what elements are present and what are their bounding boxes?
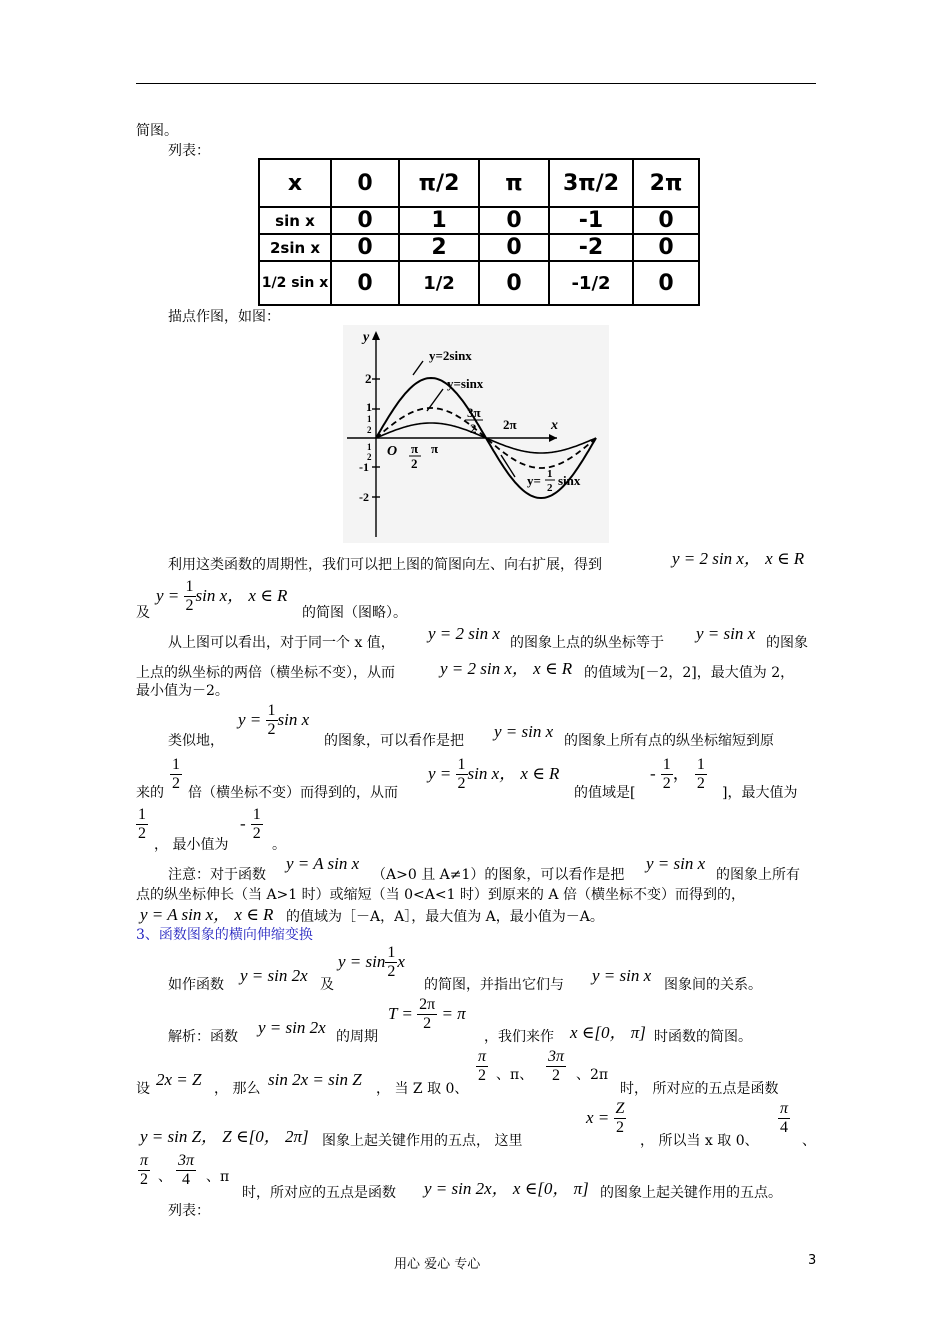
page-number: 3 (808, 1253, 817, 1268)
fraction-numerator: 1 (138, 806, 146, 823)
formula-text: = π (437, 1004, 466, 1023)
formula-sinx-2: y = sin x (494, 722, 554, 741)
formula-text: y = (428, 764, 456, 783)
y-tick-mhalf-den: 2 (367, 452, 372, 462)
table-cell: 0 (331, 207, 399, 234)
comma: ， (672, 764, 690, 783)
table-cell: 0 (479, 261, 549, 305)
table-row (259, 234, 699, 261)
fraction-numerator: π (780, 1100, 789, 1117)
formula-half-sinx-r-2 (428, 756, 559, 793)
fraction-denominator: 2 (138, 825, 146, 842)
fraction-numerator: 1 (185, 578, 194, 595)
fraction-numerator: 1 (267, 702, 276, 719)
fraction-min (240, 806, 263, 843)
axis-label-y: y (363, 330, 370, 345)
paragraph-example-b: 及 (320, 977, 334, 993)
table-row-label: sin x (259, 207, 331, 234)
formula-sin2x-2: y = sin 2x (258, 1018, 326, 1037)
fraction-denominator: 2 (172, 775, 180, 792)
table-cell: 1/2 (399, 261, 479, 305)
fraction (136, 806, 148, 843)
fraction-pi-over-2 (476, 1048, 488, 1085)
label-half-sinx-pre: y= (527, 473, 541, 488)
formula-2x-z: 2x = Z (156, 1070, 202, 1089)
paragraph-similar-d: 来的 (136, 785, 164, 801)
fraction-denominator: 2 (140, 1171, 148, 1188)
fraction (417, 996, 437, 1033)
formula-half-sinx-r (156, 578, 287, 615)
paragraph-analysis-a: 解析：函数 (168, 1029, 238, 1045)
label-half-sinx-den: 2 (547, 482, 553, 494)
fraction (170, 756, 182, 793)
paragraph-note-d: 点的纵坐标伸长（当 A>1 时）或缩短（当 0<A<1 时）到原来的 A 倍（横坐标不变）而得到的， (136, 887, 745, 903)
table-cell: 0 (479, 234, 549, 261)
formula-sinx: y = sin x (696, 624, 756, 643)
paragraph-similar-g: 的值域是[ (574, 785, 636, 801)
section-heading-3: 3、函数图象的横向伸缩变换 (136, 927, 313, 943)
y-tick-half-num: 1 (367, 414, 372, 424)
y-tick-mhalf-num: 1 (367, 442, 372, 452)
fraction-denominator: 2 (696, 775, 705, 792)
table-cell: 1 (399, 207, 479, 234)
fraction-denominator: 2 (252, 825, 261, 842)
paragraph-compare-c: 的图象 (766, 635, 808, 651)
table-header-cell: π (479, 159, 549, 207)
paragraph-similar-e: 倍（横坐标不变）而得到的，从而 (188, 785, 398, 801)
paragraph-analysis-c: ，我们来作 (484, 1029, 554, 1045)
table-row-label: 1/2 sin x (259, 261, 331, 305)
tick-pi-over-2-num: π (411, 441, 419, 456)
paragraph-similar-h: ]，最大值为 (722, 785, 798, 801)
fraction-numerator: 1 (696, 756, 705, 773)
table-cell: -2 (549, 234, 633, 261)
paragraph-key-b: ， 所以当 x 取 0、 (640, 1133, 759, 1149)
table-header-cell: x (259, 159, 331, 207)
fraction-denominator: 2 (185, 597, 194, 614)
fraction-max (136, 806, 148, 843)
minus-sign: - (650, 764, 656, 783)
paragraph-example-a: 如作函数 (168, 977, 224, 993)
formula-sin2x: y = sin 2x (240, 966, 308, 985)
fraction (138, 1152, 150, 1189)
fraction-numerator: π (140, 1152, 149, 1169)
table-cell: 0 (633, 207, 699, 234)
y-tick-label-2: 2 (365, 371, 372, 386)
formula-sinx-4: y = sin x (592, 966, 652, 985)
table-cell: 0 (479, 207, 549, 234)
fraction-denominator: 2 (423, 1015, 432, 1032)
fraction (661, 756, 673, 793)
fraction-numerator: 1 (172, 756, 180, 773)
paragraph-similar-a: 类似地， (168, 733, 224, 749)
fraction-pi-over-4 (778, 1100, 790, 1137)
range-interval (650, 756, 707, 793)
formula-sin2x-sinz: sin 2x = sin Z (268, 1070, 362, 1089)
table-header-cell: π/2 (399, 159, 479, 207)
y-tick-label-1: 1 (366, 400, 372, 414)
fraction-3pi-over-4 (176, 1152, 196, 1189)
label-half-sinx-num: 1 (547, 468, 553, 480)
tick-pi: π (431, 441, 439, 456)
fraction-denominator: 2 (387, 963, 396, 980)
paragraph-compare-b: 的图象上点的纵坐标等于 (510, 635, 664, 651)
table-row-label: 2sin x (259, 234, 331, 261)
paragraph-liebiao-2: 列表： (168, 1203, 210, 1219)
formula-x-in-0-pi: x ∈[0， π] (570, 1023, 646, 1042)
formula-text: y = (238, 710, 266, 729)
pointer-sinx (427, 389, 443, 411)
paragraph-jiantu: 简图。 (136, 123, 178, 139)
table-cell: 0 (331, 234, 399, 261)
paragraph-similar-j: 。 (272, 837, 286, 853)
fraction (385, 944, 397, 981)
formula-x-z-over-2 (586, 1100, 626, 1137)
paragraph-key-g: 的图象上起关键作用的五点。 (600, 1185, 782, 1201)
paragraph-key-a: 图象上起关键作用的五点， 这里 (322, 1133, 523, 1149)
pointer-2sinx (413, 361, 423, 375)
x-axis-arrow (549, 434, 557, 442)
fraction-3pi-over-2 (546, 1048, 566, 1085)
paragraph-key-f: 时，所对应的五点是函数 (242, 1185, 396, 1201)
tick-3pi-over-2-den: 2 (470, 421, 477, 436)
fraction-denominator: 2 (267, 721, 276, 738)
table-header-cell: 0 (331, 159, 399, 207)
paragraph-compare-a: 从上图可以看出，对于同一个 x 值， (168, 635, 395, 651)
formula-sinx-3: y = sin x (646, 854, 706, 873)
formula-2sinx-r: y = 2 sin x， x ∈ R (672, 549, 805, 568)
formula-text: y = sin (338, 952, 386, 971)
label-2sinx: y=2sinx (429, 348, 472, 363)
formula-sinz-range: y = sin Z， Z ∈[0， 2π] (140, 1127, 309, 1146)
fraction (614, 1100, 627, 1137)
minus-sign: - (240, 814, 246, 833)
y-axis-arrow (372, 331, 380, 340)
origin-label: O (387, 444, 398, 459)
fraction-numerator: 2π (419, 996, 436, 1013)
formula-period (388, 996, 466, 1033)
paragraph-extend-a: 利用这类函数的周期性，我们可以把上图的简图向左、向右扩展，得到 (168, 557, 602, 573)
formula-half-sinx (238, 702, 309, 739)
tick-2pi: 2π (503, 417, 517, 432)
sine-graph-figure (343, 325, 609, 543)
table-row (259, 207, 699, 234)
fraction-denominator: 2 (478, 1067, 486, 1084)
paragraph-key-d: 、 (158, 1169, 172, 1185)
paragraph-analysis-b: 的周期 (336, 1029, 378, 1045)
paragraph-let-c: ， 当 Z 取 0、 (376, 1081, 469, 1097)
paragraph-similar-b: 的图象，可以看作是把 (324, 733, 464, 749)
label-sinx: y=sinx (447, 376, 484, 391)
fraction-numerator: 1 (662, 756, 671, 773)
fraction (266, 702, 278, 739)
paragraph-miaodian: 描点作图，如图： (168, 309, 280, 325)
formula-text: x = (586, 1108, 614, 1127)
footer-slogan: 用心 爱心 专心 (394, 1257, 481, 1272)
paragraph-let-f: 时， 所对应的五点是函数 (620, 1081, 779, 1097)
paragraph-compare-e: 的值域为[－2，2]，最大值为 2， (584, 665, 795, 681)
fraction-numerator: π (478, 1048, 487, 1065)
table-header-cell: 2π (633, 159, 699, 207)
fraction-numerator: Z (615, 1100, 625, 1117)
paragraph-liebiao-1: 列表： (168, 143, 210, 159)
formula-text: T = (388, 1004, 418, 1023)
fraction (546, 1048, 566, 1085)
paragraph-let-d: 、π、 (496, 1067, 534, 1083)
paragraph-example-d: 图象间的关系。 (664, 977, 762, 993)
fraction (184, 578, 196, 615)
header-rule (136, 83, 816, 84)
paragraph-note-c: 的图象上所有 (716, 867, 800, 883)
fraction-numerator: 3π (548, 1048, 565, 1065)
table-cell: 0 (633, 234, 699, 261)
paragraph-let-a: 设 (136, 1081, 150, 1097)
paragraph-analysis-d: 时函数的简图。 (654, 1029, 752, 1045)
fraction-denominator: 4 (182, 1171, 190, 1188)
formula-sin2x-range: y = sin 2x， x ∈[0， π] (424, 1179, 589, 1198)
table-cell: 0 (331, 261, 399, 305)
fraction-denominator: 4 (780, 1119, 788, 1136)
formula-text: sin x (277, 710, 310, 729)
table-header-cell: 3π/2 (549, 159, 633, 207)
paragraph-note-a: 注意：对于函数 (168, 867, 266, 883)
fraction-denominator: 2 (552, 1067, 560, 1084)
fraction-denominator: 2 (457, 775, 466, 792)
fraction (778, 1100, 790, 1137)
paragraph-compare-f: 最小值为－2。 (136, 683, 229, 699)
y-tick-label-m1: -1 (359, 460, 369, 474)
fraction (176, 1152, 196, 1189)
sine-graph-svg (343, 325, 609, 543)
fraction-numerator: 3π (178, 1152, 195, 1169)
paragraph-key-c: 、 (802, 1133, 816, 1149)
paragraph-extend-c: 的简图（图略）。 (302, 605, 407, 621)
y-tick-half-den: 2 (367, 425, 372, 435)
fraction (695, 756, 707, 793)
formula-text: x (397, 952, 405, 971)
paragraph-compare-d: 上点的纵坐标的两倍（横坐标不变），从而 (136, 665, 395, 681)
formula-text: sin x， x ∈ R (467, 764, 560, 783)
axis-label-x: x (551, 418, 558, 433)
tick-3pi-over-2-num: 3π (467, 405, 481, 420)
paragraph-key-e: 、π (206, 1169, 230, 1185)
fraction (251, 806, 263, 843)
paragraph-let-b: ， 那么 (214, 1081, 261, 1097)
formula-sin-half-x (338, 944, 405, 981)
y-tick-label-m2: -2 (359, 490, 369, 504)
formula-2sinx: y = 2 sin x (428, 624, 500, 643)
label-half-sinx-post: sinx (558, 473, 581, 488)
paragraph-similar-c: 的图象上所有点的纵坐标缩短到原 (564, 733, 774, 749)
table-row (259, 159, 699, 207)
paragraph-note-e: 的值域为［－A，A］，最大值为 A，最小值为－A。 (286, 909, 604, 925)
table-cell: 2 (399, 234, 479, 261)
tick-pi-over-2-den: 2 (411, 456, 418, 471)
fraction-numerator: 1 (252, 806, 261, 823)
formula-2sinx-r-2: y = 2 sin x， x ∈ R (440, 659, 573, 678)
fraction-numerator: 1 (457, 756, 466, 773)
table-cell: 0 (633, 261, 699, 305)
table-cell: -1 (549, 207, 633, 234)
formula-text: sin x， x ∈ R (195, 586, 288, 605)
table-cell: -1/2 (549, 261, 633, 305)
formula-asinx-r: y = A sin x， x ∈ R (140, 905, 274, 924)
fraction-half (170, 756, 182, 793)
paragraph-let-e: 、2π (576, 1067, 609, 1083)
paragraph-extend-b: 及 (136, 605, 150, 621)
paragraph-note-b: （A>0 且 A≠1）的图象，可以看作是把 (372, 867, 625, 883)
fraction (456, 756, 468, 793)
fraction-pi-over-2-b (138, 1152, 150, 1189)
fraction-denominator: 2 (615, 1119, 624, 1136)
value-table (258, 158, 700, 306)
fraction-numerator: 1 (387, 944, 396, 961)
paragraph-example-c: 的简图，并指出它们与 (424, 977, 564, 993)
formula-asinx: y = A sin x (286, 854, 360, 873)
paragraph-similar-i: ， 最小值为 (154, 837, 229, 853)
table-row (259, 261, 699, 305)
formula-text: y = (156, 586, 184, 605)
fraction-denominator: 2 (662, 775, 671, 792)
fraction (476, 1048, 488, 1085)
